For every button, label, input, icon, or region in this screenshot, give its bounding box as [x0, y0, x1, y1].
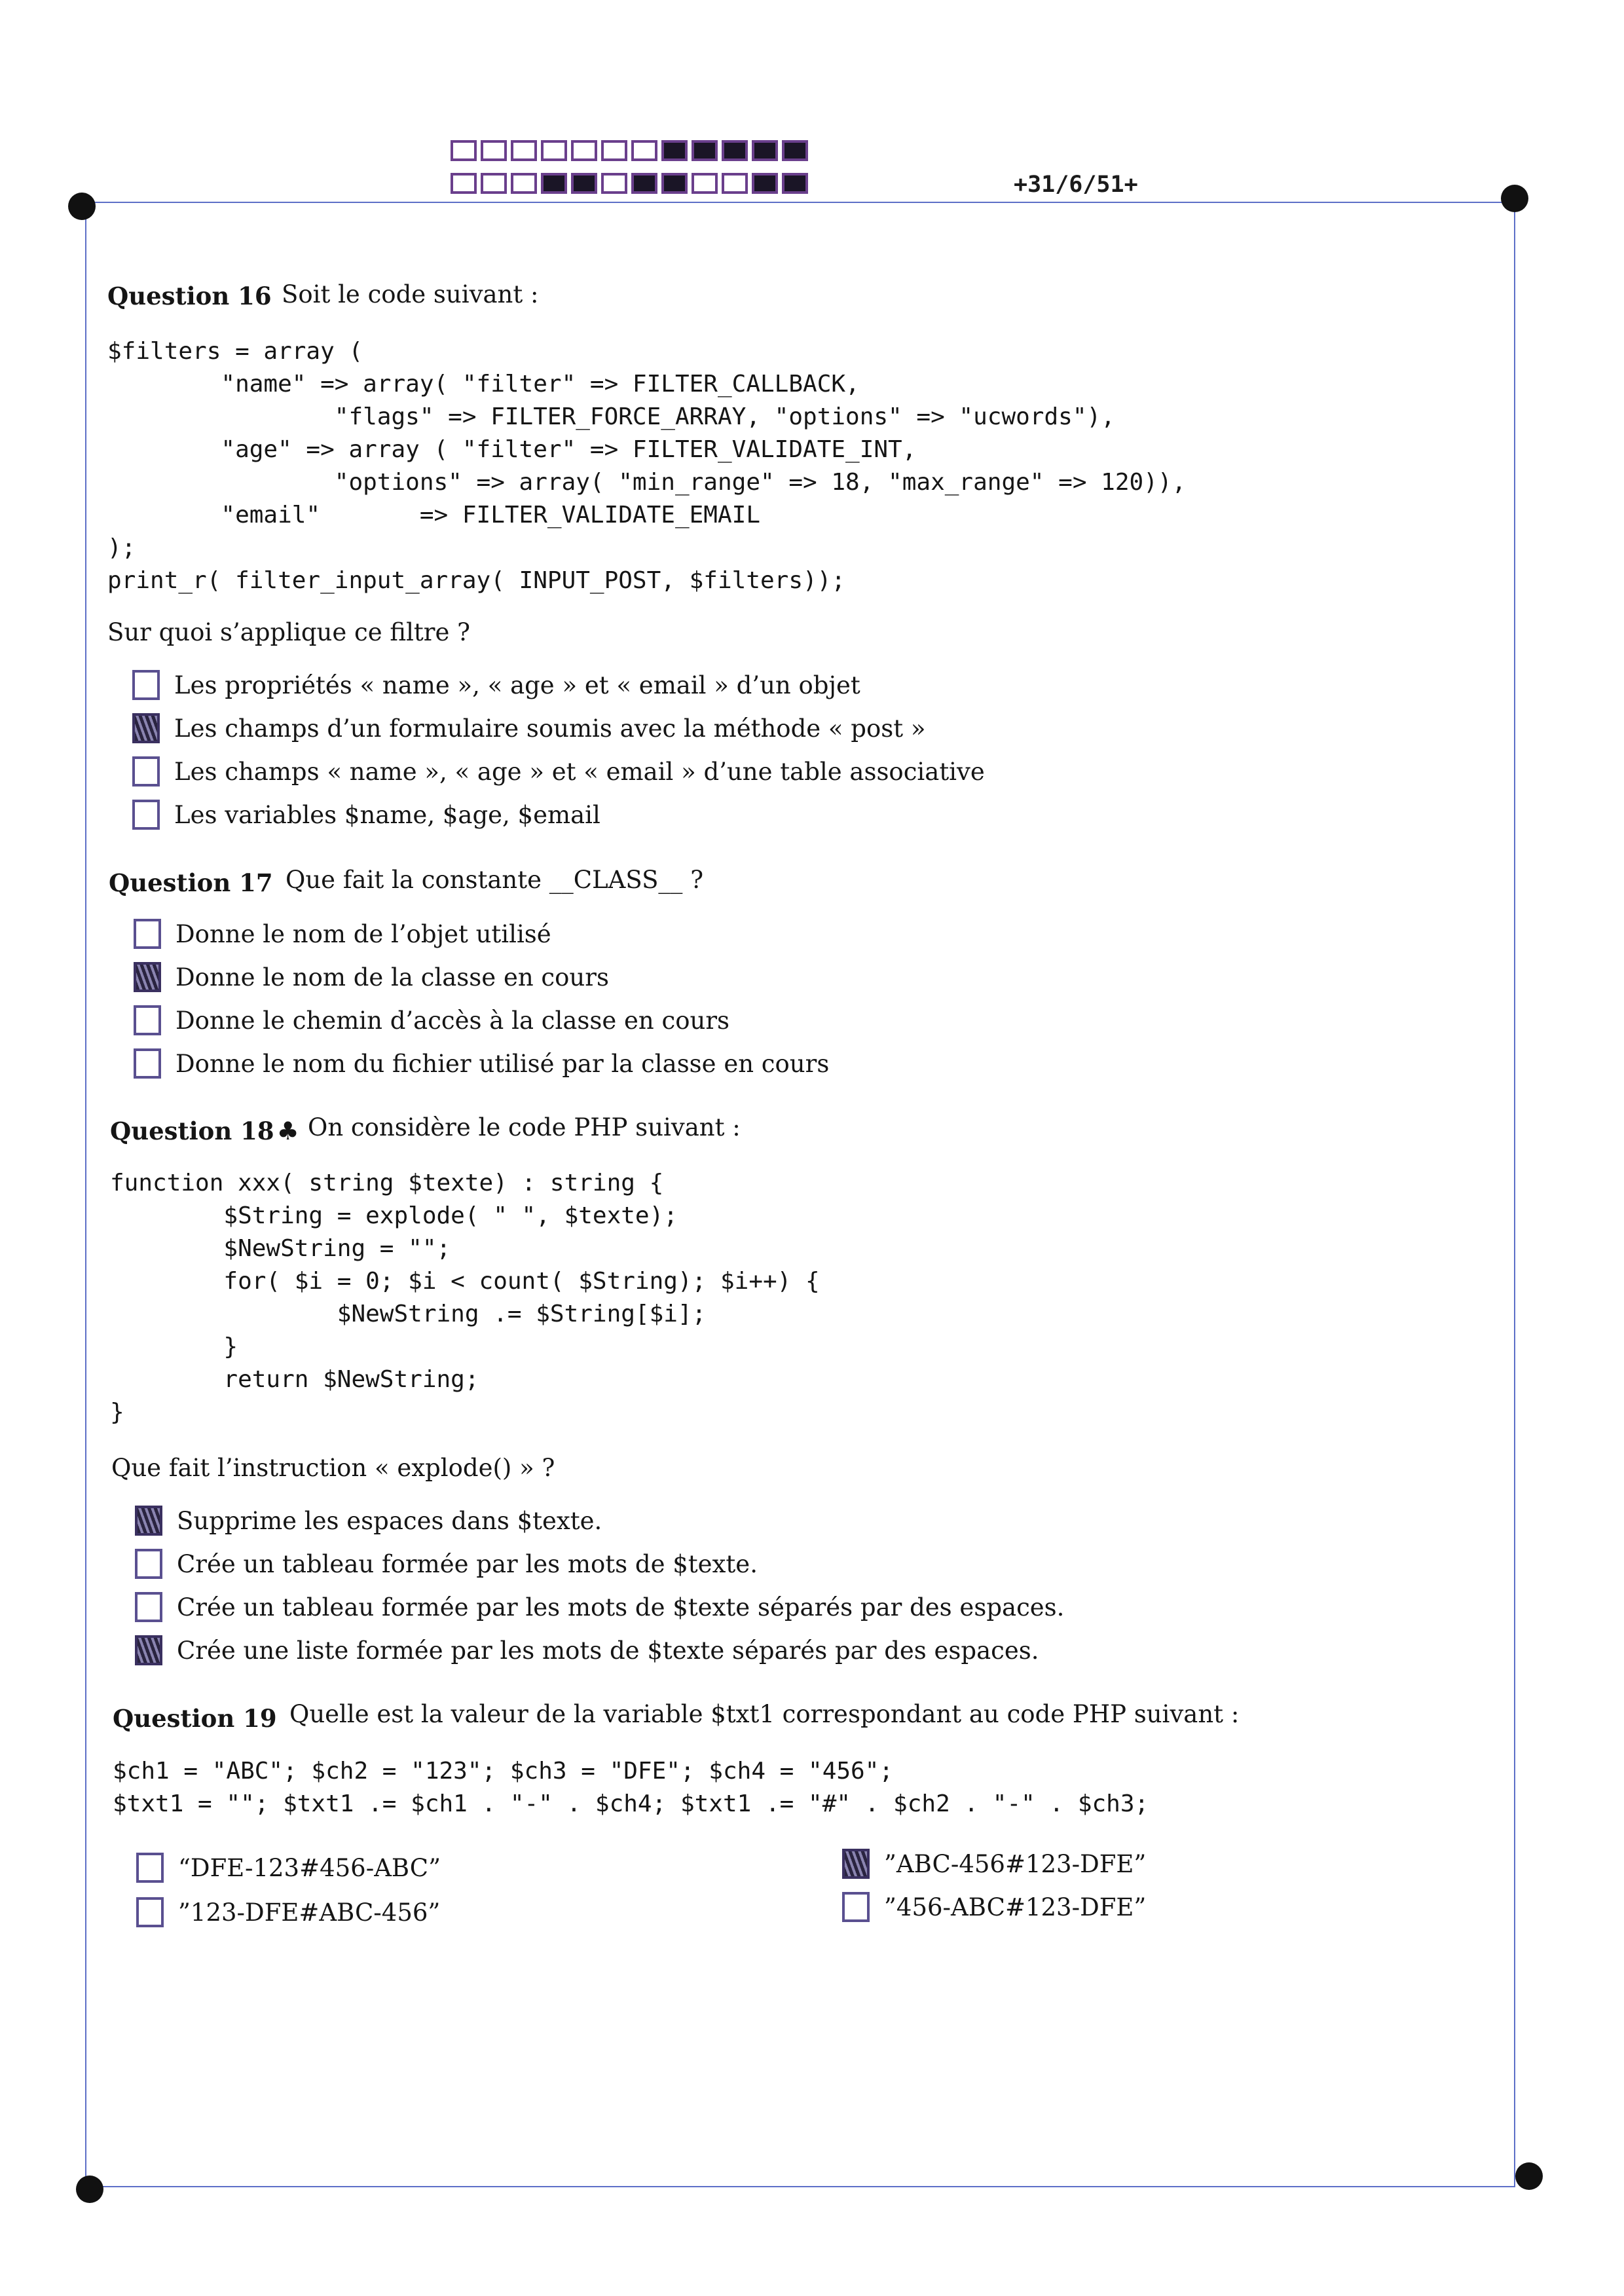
id-box: [541, 140, 567, 161]
q19-option-4-checkbox[interactable]: [842, 1892, 870, 1922]
question-19-label: Question 19: [113, 1704, 277, 1733]
option-text: Donne le nom de l’objet utilisé: [175, 919, 551, 948]
question-18-label-text: Question 18: [110, 1117, 274, 1145]
q17-option-3-checkbox[interactable]: [134, 1005, 161, 1035]
code-line: "name" => array( "filter" => FILTER_CALLBACK,: [107, 371, 860, 398]
id-box: [451, 173, 477, 194]
option-text: ”ABC-456#123-DFE”: [884, 1849, 1147, 1878]
code-line: $filters = array (: [107, 338, 363, 365]
q18-option-1-checkbox[interactable]: [135, 1506, 162, 1536]
q19-option-1-checkbox[interactable]: [136, 1853, 164, 1883]
frame-right-line: [1514, 202, 1515, 2186]
id-box-row-1: [451, 140, 812, 161]
option-text: Crée un tableau formée par les mots de $texte séparés par des espaces.: [177, 1593, 1065, 1621]
option-text: Les champs « name », « age » et « email » d’une table associative: [174, 757, 985, 786]
id-box: [692, 140, 718, 161]
code-line: }: [110, 1333, 238, 1360]
code-line: print_r( filter_input_array( INPUT_POST, $filters));: [107, 567, 846, 594]
question-17-prompt: Que fait la constante __CLASS__ ?: [286, 866, 704, 894]
option-text: Les variables $name, $age, $email: [174, 800, 600, 829]
q19-option-2-checkbox[interactable]: [136, 1897, 164, 1927]
id-box: [661, 140, 688, 161]
id-box: [661, 173, 688, 194]
option-text: ”123-DFE#ABC-456”: [178, 1898, 441, 1927]
question-19-prompt: Quelle est la valeur de la variable $txt1 correspondant au code PHP suivant :: [289, 1700, 1240, 1728]
q19-option-2[interactable]: [136, 1894, 440, 1931]
code-line: }: [110, 1399, 124, 1426]
q16-option-1-checkbox[interactable]: [132, 670, 160, 700]
code-line: $NewString = "";: [110, 1235, 451, 1262]
q17-option-4[interactable]: [134, 1045, 829, 1082]
q17-option-1[interactable]: [134, 916, 551, 952]
question-16-label: Question 16: [107, 282, 272, 310]
q18-option-3[interactable]: [135, 1589, 1064, 1625]
q18-option-2-checkbox[interactable]: [135, 1549, 162, 1579]
corner-dot-top-left: [68, 193, 96, 220]
q18-option-3-checkbox[interactable]: [135, 1592, 162, 1622]
q19-option-3[interactable]: [842, 1845, 1146, 1882]
code-line: $NewString .= $String[$i];: [110, 1301, 707, 1327]
q18-option-2[interactable]: [135, 1546, 758, 1582]
option-text: Donne le nom du fichier utilisé par la classe en cours: [175, 1049, 830, 1078]
corner-dot-top-right: [1501, 185, 1528, 212]
id-box-row-2: [451, 173, 812, 194]
q17-option-1-checkbox[interactable]: [134, 919, 161, 949]
q17-option-2-checkbox[interactable]: [134, 962, 161, 992]
option-text: Crée une liste formée par les mots de $texte séparés par des espaces.: [177, 1636, 1039, 1665]
corner-dot-bottom-left: [76, 2176, 103, 2203]
id-box: [722, 140, 748, 161]
id-box: [752, 140, 778, 161]
q19-option-1[interactable]: [136, 1849, 441, 1886]
id-box: [511, 140, 537, 161]
q16-option-4[interactable]: [132, 796, 600, 833]
option-text: Donne le chemin d’accès à la classe en cours: [175, 1006, 730, 1035]
club-icon: ♣: [276, 1116, 299, 1145]
code-line: "email" => FILTER_VALIDATE_EMAIL: [107, 502, 760, 528]
code-line: "options" => array( "min_range" => 18, "max_range" => 120)),: [107, 469, 1187, 496]
code-line: for( $i = 0; $i < count( $String); $i++) {: [110, 1268, 820, 1295]
q19-option-4[interactable]: [842, 1889, 1146, 1925]
frame-left-line: [85, 202, 86, 2187]
id-box: [631, 173, 657, 194]
id-box: [481, 173, 507, 194]
frame-top-line: [85, 202, 1514, 203]
id-box: [571, 140, 597, 161]
id-box: [752, 173, 778, 194]
question-18-label: [110, 1116, 299, 1145]
q16-option-1[interactable]: [132, 667, 860, 703]
code-line: function xxx( string $texte) : string {: [110, 1170, 664, 1196]
option-text: Les propriétés « name », « age » et « email » d’un objet: [174, 671, 860, 699]
question-18-code: [110, 1167, 820, 1429]
frame-bottom-line: [86, 2186, 1515, 2187]
question-18-prompt: On considère le code PHP suivant :: [308, 1113, 741, 1141]
copy-id-label: +31/6/51+: [1014, 172, 1138, 198]
code-line: );: [107, 534, 136, 561]
id-box: [541, 173, 567, 194]
id-box: [601, 173, 627, 194]
option-text: Donne le nom de la classe en cours: [175, 963, 609, 991]
question-17-label: Question 17: [109, 868, 273, 897]
code-line: $txt1 = ""; $txt1 .= $ch1 . "-" . $ch4; $txt1 .= "#" . $ch2 . "-" . $ch3;: [113, 1790, 1149, 1817]
id-box: [601, 140, 627, 161]
code-line: "flags" => FILTER_FORCE_ARRAY, "options" => "ucwords"),: [107, 403, 1115, 430]
code-line: $String = explode( " ", $texte);: [110, 1202, 678, 1229]
q16-option-4-checkbox[interactable]: [132, 800, 160, 830]
q17-option-3[interactable]: [134, 1002, 729, 1039]
option-text: Crée un tableau formée par les mots de $texte.: [177, 1549, 758, 1578]
q19-option-3-checkbox[interactable]: [842, 1849, 870, 1879]
option-text: ”456-ABC#123-DFE”: [884, 1893, 1147, 1921]
id-box: [722, 173, 748, 194]
q16-option-2[interactable]: [132, 710, 926, 747]
question-16-code: [107, 335, 1186, 597]
corner-dot-bottom-right: [1515, 2162, 1543, 2190]
id-box: [631, 140, 657, 161]
id-box: [782, 173, 808, 194]
option-text: “DFE-123#456-ABC”: [178, 1853, 441, 1882]
question-16-subprompt: Sur quoi s’applique ce filtre ?: [107, 618, 470, 646]
q17-option-4-checkbox[interactable]: [134, 1048, 161, 1079]
question-18-subprompt: Que fait l’instruction « explode() » ?: [111, 1454, 555, 1482]
question-19-code: [113, 1755, 1149, 1821]
id-box: [511, 173, 537, 194]
id-box: [481, 140, 507, 161]
q16-option-3[interactable]: [132, 753, 985, 790]
id-box: [571, 173, 597, 194]
q17-option-2[interactable]: [134, 959, 609, 995]
code-line: return $NewString;: [110, 1366, 479, 1393]
option-text: Les champs d’un formulaire soumis avec la méthode « post »: [174, 714, 926, 743]
code-line: $ch1 = "ABC"; $ch2 = "123"; $ch3 = "DFE"; $ch4 = "456";: [113, 1758, 894, 1785]
code-line: "age" => array ( "filter" => FILTER_VALIDATE_INT,: [107, 436, 917, 463]
q18-option-4-checkbox[interactable]: [135, 1635, 162, 1665]
q18-option-4[interactable]: [135, 1632, 1039, 1669]
q18-option-1[interactable]: [135, 1502, 602, 1539]
id-box: [451, 140, 477, 161]
id-box: [782, 140, 808, 161]
option-text: Supprime les espaces dans $texte.: [177, 1506, 602, 1535]
q16-option-2-checkbox[interactable]: [132, 713, 160, 743]
id-box: [692, 173, 718, 194]
question-16-prompt: Soit le code suivant :: [282, 280, 539, 308]
q16-option-3-checkbox[interactable]: [132, 756, 160, 787]
